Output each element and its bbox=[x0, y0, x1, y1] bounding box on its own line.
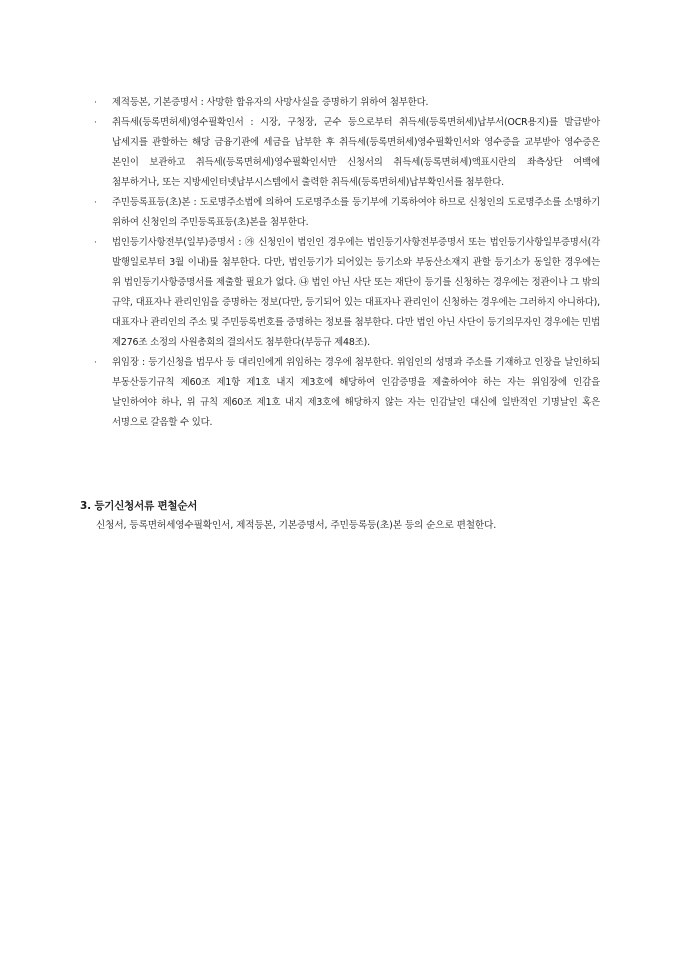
bullet-text: 제적등본, 기본증명서 : 사망한 합유자의 사망사실을 증명하기 위하여 첨부한다. bbox=[112, 97, 429, 108]
bullet-item-death-certificate bbox=[94, 93, 600, 113]
bullet-marker: · bbox=[94, 238, 97, 248]
bullet-text: 취득세(등록면허세)영수필확인서 : 시장, 구청장, 군수 등으로부터 취득세(등록면허세)납부서(OCR용지)를 발급받아 납세지를 관할하는 해당 금융기관에 세금을 납부한 후 취득세(등록면허세)영수필확인서와 영수증을 교부받아 영수증은 본인이 보관하고 취득세(등록면허세)영수필확인서만 신청서의 취득세(등록면허세)액표시란의 좌측상단 여백에 첨부하거나, 또는 지방세인터넷납부시스템에서 출력한 취득세(등록면허세)납부확인서를 첨부한다. bbox=[112, 117, 600, 188]
bullet-text: 위임장 : 등기신청을 법무사 등 대리인에게 위임하는 경우에 첨부한다. 위임인의 성명과 주소를 기재하고 인장을 날인하되 부동산등기규칙 제60조 제1항 제1호 내지 제3호에 해당하여 인감증명을 제출하여야 하는 자는 위임장에 인감을 날인하여야 하나, 위 규칙 제60조 제1호 내지 제3호에 해당하지 않는 자는 인감날인 대신에 일반적인 기명날인 혹은 서명으로 갈음할 수 있다. bbox=[112, 357, 600, 428]
bullet-item-corporate-registry bbox=[94, 233, 600, 353]
bullet-text: 주민등록표등(초)본 : 도로명주소법에 의하여 도로명주소를 등기부에 기록하여야 하므로 신청인의 도로명주소를 소명하기 위하여 신청인의 주민등록표등(초)본을 첨부한다. bbox=[112, 197, 600, 228]
attachment-bullet-list bbox=[94, 93, 600, 433]
bullet-marker: · bbox=[94, 198, 97, 208]
bullet-marker: · bbox=[94, 358, 97, 368]
bullet-text: 법인등기사항전부(일부)증명서 : ㉮ 신청인이 법인인 경우에는 법인등기사항전부증명서 또는 법인등기사항일부증명서(각 발행일로부터 3월 이내)를 첨부한다. 다만, 법인등기가 되어있는 등기소와 부동산소재지 관할 등기소가 동일한 경우에는 위 법인등기사항증명서를 제출할 필요가 없다. ㉯ 법인 아닌 사단 또는 재단이 등기를 신청하는 경우에는 정관이나 그 밖의 규약, 대표자나 관리인임을 증명하는 정보(다만, 등기되어 있는 대표자나 관리인이 신청하는 경우에는 그러하지 아니하다), 대표자나 관리인의 주소 및 주민등록번호를 증명하는 정보를 첨부한다. 다만 법인 아닌 사단이 등기의무자인 경우에는 민법 제276조 소정의 사원총회의 결의서도 첨부한다(부등규 제48조). bbox=[112, 237, 600, 348]
bullet-item-power-of-attorney bbox=[94, 353, 600, 433]
bullet-marker: · bbox=[94, 118, 97, 128]
bullet-item-tax-receipt bbox=[94, 113, 600, 193]
bullet-item-resident-registration bbox=[94, 193, 600, 233]
section-heading-filing-order: 3. 등기신청서류 편철순서 bbox=[80, 500, 198, 512]
section-body-filing-order: 신청서, 등록면허세영수필확인서, 제적등본, 기본증명서, 주민등록등(초)본 등의 순으로 편철한다. bbox=[96, 520, 497, 531]
bullet-marker: · bbox=[94, 98, 97, 108]
